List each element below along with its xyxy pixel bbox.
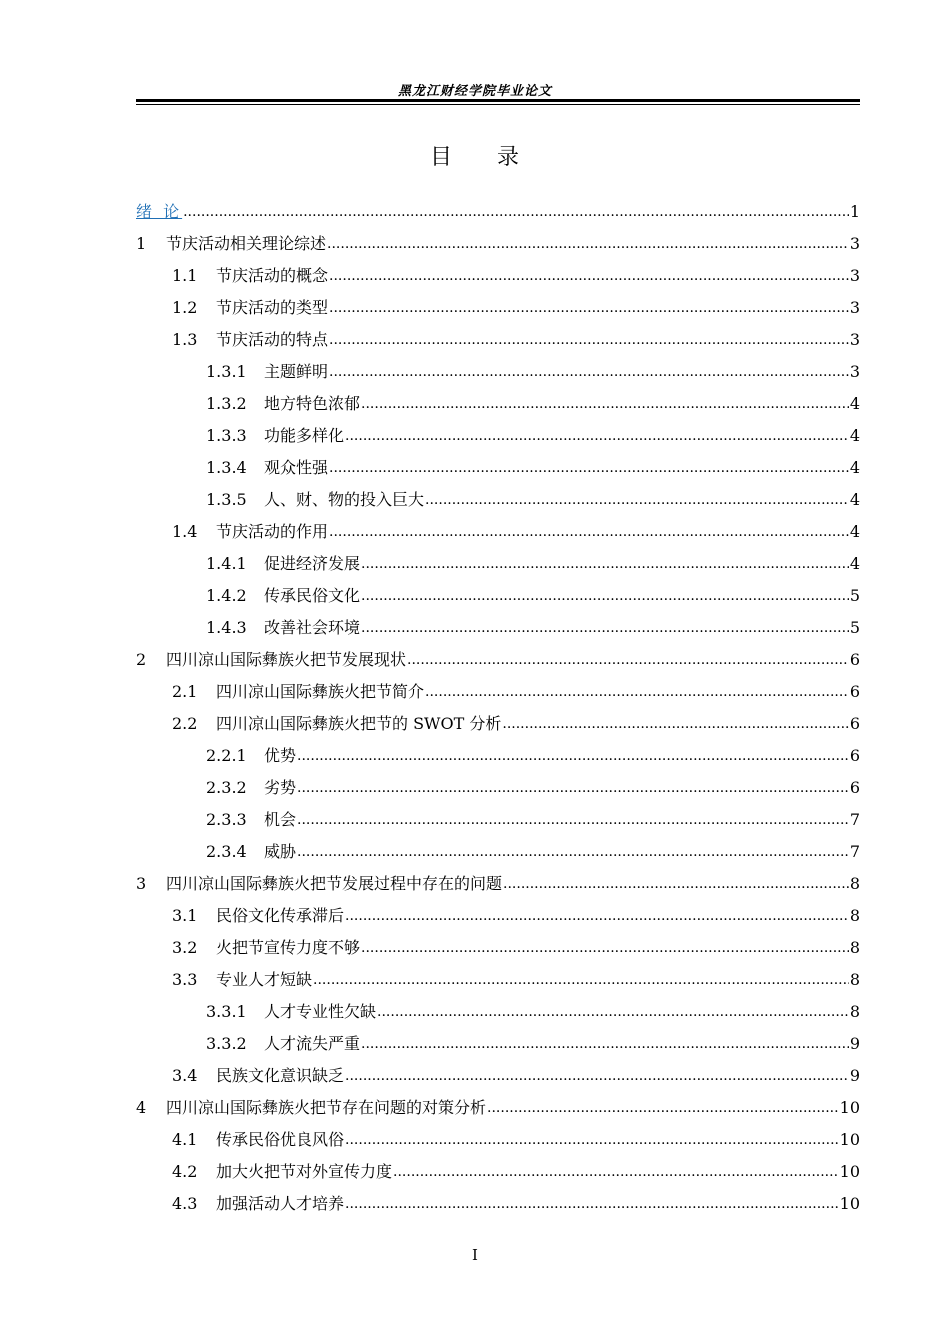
toc-entry[interactable] bbox=[136, 772, 860, 804]
toc-entry[interactable] bbox=[136, 804, 860, 836]
toc-entry-label: 优势 bbox=[264, 746, 297, 765]
toc-leader-dots bbox=[361, 548, 849, 580]
toc-entry-page: 4 bbox=[849, 490, 860, 509]
toc-entry-page: 5 bbox=[849, 618, 860, 637]
toc-entry[interactable] bbox=[136, 260, 860, 292]
toc-entry-label: 传承民俗优良风俗 bbox=[216, 1130, 345, 1149]
toc-entry[interactable] bbox=[136, 1188, 860, 1220]
toc-entry-number: 2.1 bbox=[172, 682, 198, 701]
toc-leader-dots bbox=[425, 676, 849, 708]
toc-entry-number: 3.3.2 bbox=[206, 1034, 247, 1053]
toc-entry-label: 四川凉山国际彝族火把节发展过程中存在的问题 bbox=[166, 874, 503, 893]
toc-entry-label: 观众性强 bbox=[264, 458, 329, 477]
toc-entry-page: 8 bbox=[849, 1002, 860, 1021]
toc-entry-number: 3.1 bbox=[172, 906, 198, 925]
toc-entry-page: 8 bbox=[849, 874, 860, 893]
toc-entry-page: 6 bbox=[849, 714, 860, 733]
toc-entry-number: 4 bbox=[136, 1098, 147, 1117]
toc-entry-number: 4.1 bbox=[172, 1130, 198, 1149]
toc-leader-dots bbox=[345, 1188, 839, 1220]
toc-leader-dots bbox=[487, 1092, 839, 1124]
toc-entry[interactable] bbox=[136, 228, 860, 260]
toc-entry[interactable] bbox=[136, 1156, 860, 1188]
toc-entry[interactable] bbox=[136, 868, 860, 900]
toc-entry[interactable] bbox=[136, 612, 860, 644]
toc-entry-label: 人才流失严重 bbox=[264, 1034, 361, 1053]
toc-leader-dots bbox=[425, 484, 849, 516]
toc-entry-number: 4.2 bbox=[172, 1162, 198, 1181]
toc-leader-dots bbox=[329, 516, 849, 548]
toc-leader-dots bbox=[377, 996, 849, 1028]
toc-entry[interactable] bbox=[136, 548, 860, 580]
toc-entry-number: 3.3 bbox=[172, 970, 198, 989]
toc-entry-number: 2.3.3 bbox=[206, 810, 247, 829]
toc-entry[interactable] bbox=[136, 292, 860, 324]
toc-leader-dots bbox=[297, 772, 849, 804]
toc-entry-label: 节庆活动的作用 bbox=[216, 522, 329, 541]
toc-entry-number: 3 bbox=[136, 874, 147, 893]
toc-entry-label: 主题鲜明 bbox=[264, 362, 329, 381]
toc-entry-label: 节庆活动的类型 bbox=[216, 298, 329, 317]
toc-entry[interactable] bbox=[136, 1124, 860, 1156]
toc-entry[interactable] bbox=[136, 708, 860, 740]
toc-entry[interactable] bbox=[136, 1028, 860, 1060]
toc-entry[interactable] bbox=[136, 484, 860, 516]
toc-entry-label: 火把节宣传力度不够 bbox=[216, 938, 361, 957]
toc-entry[interactable] bbox=[136, 836, 860, 868]
toc-entry-page: 3 bbox=[849, 266, 860, 285]
toc-entry-label: 四川凉山国际彝族火把节发展现状 bbox=[166, 650, 407, 669]
toc-entry-label: 劣势 bbox=[264, 778, 297, 797]
toc-entry-label: 节庆活动的概念 bbox=[216, 266, 329, 285]
toc-entry-number: 1.4.3 bbox=[206, 618, 247, 637]
toc-entry-page: 6 bbox=[849, 650, 860, 669]
toc-entry-number: 1.3 bbox=[172, 330, 198, 349]
page-number: I bbox=[472, 1246, 478, 1264]
toc-entry-page: 4 bbox=[849, 522, 860, 541]
toc-entry-page: 8 bbox=[849, 906, 860, 925]
toc-entry-label: 改善社会环境 bbox=[264, 618, 361, 637]
toc-leader-dots bbox=[329, 356, 849, 388]
toc-entry-number: 1 bbox=[136, 234, 147, 253]
toc-entry-page: 3 bbox=[849, 362, 860, 381]
toc-leader-dots bbox=[183, 196, 849, 228]
toc-entry[interactable] bbox=[136, 1060, 860, 1092]
toc-leader-dots bbox=[345, 900, 849, 932]
toc-entry-page: 4 bbox=[849, 554, 860, 573]
toc-entry-page: 8 bbox=[849, 938, 860, 957]
toc-leader-dots bbox=[361, 1028, 849, 1060]
toc-leader-dots bbox=[502, 708, 848, 740]
toc-entry-number: 2.3.4 bbox=[206, 842, 247, 861]
toc-entry-number: 3.2 bbox=[172, 938, 198, 957]
toc-leader-dots bbox=[345, 1124, 839, 1156]
toc-entry-number: 3.4 bbox=[172, 1066, 198, 1085]
toc-entry[interactable] bbox=[136, 1092, 860, 1124]
toc-entry-number: 2.2 bbox=[172, 714, 198, 733]
toc-entry-number: 1.3.1 bbox=[206, 362, 247, 381]
toc-title bbox=[0, 140, 950, 171]
toc-entry-page: 7 bbox=[849, 842, 860, 861]
toc-leader-dots bbox=[297, 836, 849, 868]
toc-entry-label: 地方特色浓郁 bbox=[264, 394, 361, 413]
toc-entry-label: 人、财、物的投入巨大 bbox=[264, 490, 425, 509]
header-rule-thick bbox=[136, 99, 860, 102]
toc-leader-dots bbox=[329, 324, 849, 356]
toc-entry-page: 5 bbox=[849, 586, 860, 605]
toc-entry-number: 2.3.2 bbox=[206, 778, 247, 797]
toc-entry-number: 1.3.2 bbox=[206, 394, 247, 413]
toc-entry[interactable] bbox=[136, 356, 860, 388]
toc-entry-label[interactable]: 绪 论 bbox=[136, 202, 183, 221]
running-header: 黑龙江财经学院毕业论文 bbox=[397, 84, 552, 99]
toc-entry-label: 人才专业性欠缺 bbox=[264, 1002, 377, 1021]
toc-leader-dots bbox=[361, 580, 849, 612]
toc-entry-page: 6 bbox=[849, 746, 860, 765]
toc-entry[interactable] bbox=[136, 932, 860, 964]
toc-leader-dots bbox=[327, 228, 849, 260]
toc-entry[interactable] bbox=[136, 324, 860, 356]
toc-entry-page: 3 bbox=[849, 298, 860, 317]
toc-leader-dots bbox=[297, 804, 849, 836]
toc-entry-page: 3 bbox=[849, 234, 860, 253]
toc-leader-dots bbox=[361, 612, 849, 644]
toc-entry-label: 节庆活动相关理论综述 bbox=[166, 234, 327, 253]
toc-entry-number: 1.3.4 bbox=[206, 458, 247, 477]
toc-title-right: 录 bbox=[497, 145, 521, 170]
toc-entry[interactable] bbox=[136, 676, 860, 708]
toc-entry-page: 4 bbox=[849, 426, 860, 445]
toc-entry-page: 9 bbox=[849, 1034, 860, 1053]
toc-entry-number: 1.1 bbox=[172, 266, 198, 285]
toc-entry-number: 1.4.2 bbox=[206, 586, 247, 605]
toc-leader-dots bbox=[329, 260, 849, 292]
header-rule-thin bbox=[136, 104, 860, 105]
toc-leader-dots bbox=[345, 420, 849, 452]
toc-entry[interactable] bbox=[136, 900, 860, 932]
toc-leader-dots bbox=[329, 292, 849, 324]
toc-entry[interactable] bbox=[136, 996, 860, 1028]
toc-entry-page: 7 bbox=[849, 810, 860, 829]
toc-entry-label: 专业人才短缺 bbox=[216, 970, 313, 989]
toc-leader-dots bbox=[503, 868, 849, 900]
toc-entry[interactable] bbox=[136, 580, 860, 612]
toc-entry-page: 6 bbox=[849, 682, 860, 701]
toc-entry[interactable] bbox=[136, 964, 860, 996]
toc-leader-dots bbox=[313, 964, 849, 996]
toc-entry-page: 3 bbox=[849, 330, 860, 349]
toc-entry-label: 加强活动人才培养 bbox=[216, 1194, 345, 1213]
toc-entry-label: 节庆活动的特点 bbox=[216, 330, 329, 349]
toc-entry-number: 1.3.5 bbox=[206, 490, 247, 509]
toc-entry-page: 4 bbox=[849, 394, 860, 413]
toc-entry-number: 1.3.3 bbox=[206, 426, 247, 445]
toc-entry-page: 1 bbox=[849, 202, 860, 221]
toc-leader-dots bbox=[393, 1156, 839, 1188]
toc-entry-label: 四川凉山国际彝族火把节存在问题的对策分析 bbox=[166, 1098, 487, 1117]
toc-entry-page: 10 bbox=[839, 1098, 860, 1117]
toc-entry[interactable] bbox=[136, 196, 860, 228]
toc-leader-dots bbox=[297, 740, 849, 772]
toc-entry[interactable] bbox=[136, 740, 860, 772]
toc-entry-page: 4 bbox=[849, 458, 860, 477]
toc-leader-dots bbox=[407, 644, 849, 676]
toc-entry[interactable] bbox=[136, 516, 860, 548]
toc-entry[interactable] bbox=[136, 644, 860, 676]
toc-entry-label: 威胁 bbox=[264, 842, 297, 861]
toc-entry-label: 四川凉山国际彝族火把节简介 bbox=[216, 682, 425, 701]
toc-entry-page: 8 bbox=[849, 970, 860, 989]
toc-title-left: 目 bbox=[429, 145, 453, 170]
toc-entry-number: 1.2 bbox=[172, 298, 198, 317]
toc-entry-label: 促进经济发展 bbox=[264, 554, 361, 573]
toc-entry-label: 传承民俗文化 bbox=[264, 586, 361, 605]
toc-entry-label: 民俗文化传承滞后 bbox=[216, 906, 345, 925]
toc-entry[interactable] bbox=[136, 452, 860, 484]
toc-entry[interactable] bbox=[136, 388, 860, 420]
toc-entry-page: 10 bbox=[839, 1130, 860, 1149]
toc-leader-dots bbox=[345, 1060, 849, 1092]
toc-entry-label: 功能多样化 bbox=[264, 426, 345, 445]
toc-entry-page: 9 bbox=[849, 1066, 860, 1085]
toc-entry-number: 1.4 bbox=[172, 522, 198, 541]
toc-entry-number: 3.3.1 bbox=[206, 1002, 247, 1021]
toc-entry-page: 10 bbox=[839, 1194, 860, 1213]
toc-entry-number: 1.4.1 bbox=[206, 554, 247, 573]
toc-entry[interactable] bbox=[136, 420, 860, 452]
toc-entry-number: 2.2.1 bbox=[206, 746, 247, 765]
toc-leader-dots bbox=[361, 388, 849, 420]
toc-entry-number: 4.3 bbox=[172, 1194, 198, 1213]
toc-entry-page: 6 bbox=[849, 778, 860, 797]
toc-entry-label: 四川凉山国际彝族火把节的 SWOT 分析 bbox=[216, 714, 502, 733]
table-of-contents bbox=[136, 196, 860, 1220]
toc-entry-label: 加大火把节对外宣传力度 bbox=[216, 1162, 393, 1181]
toc-entry-label: 民族文化意识缺乏 bbox=[216, 1066, 345, 1085]
toc-entry-label: 机会 bbox=[264, 810, 297, 829]
toc-entry-page: 10 bbox=[839, 1162, 860, 1181]
toc-leader-dots bbox=[329, 452, 849, 484]
toc-entry-number: 2 bbox=[136, 650, 147, 669]
toc-leader-dots bbox=[361, 932, 849, 964]
